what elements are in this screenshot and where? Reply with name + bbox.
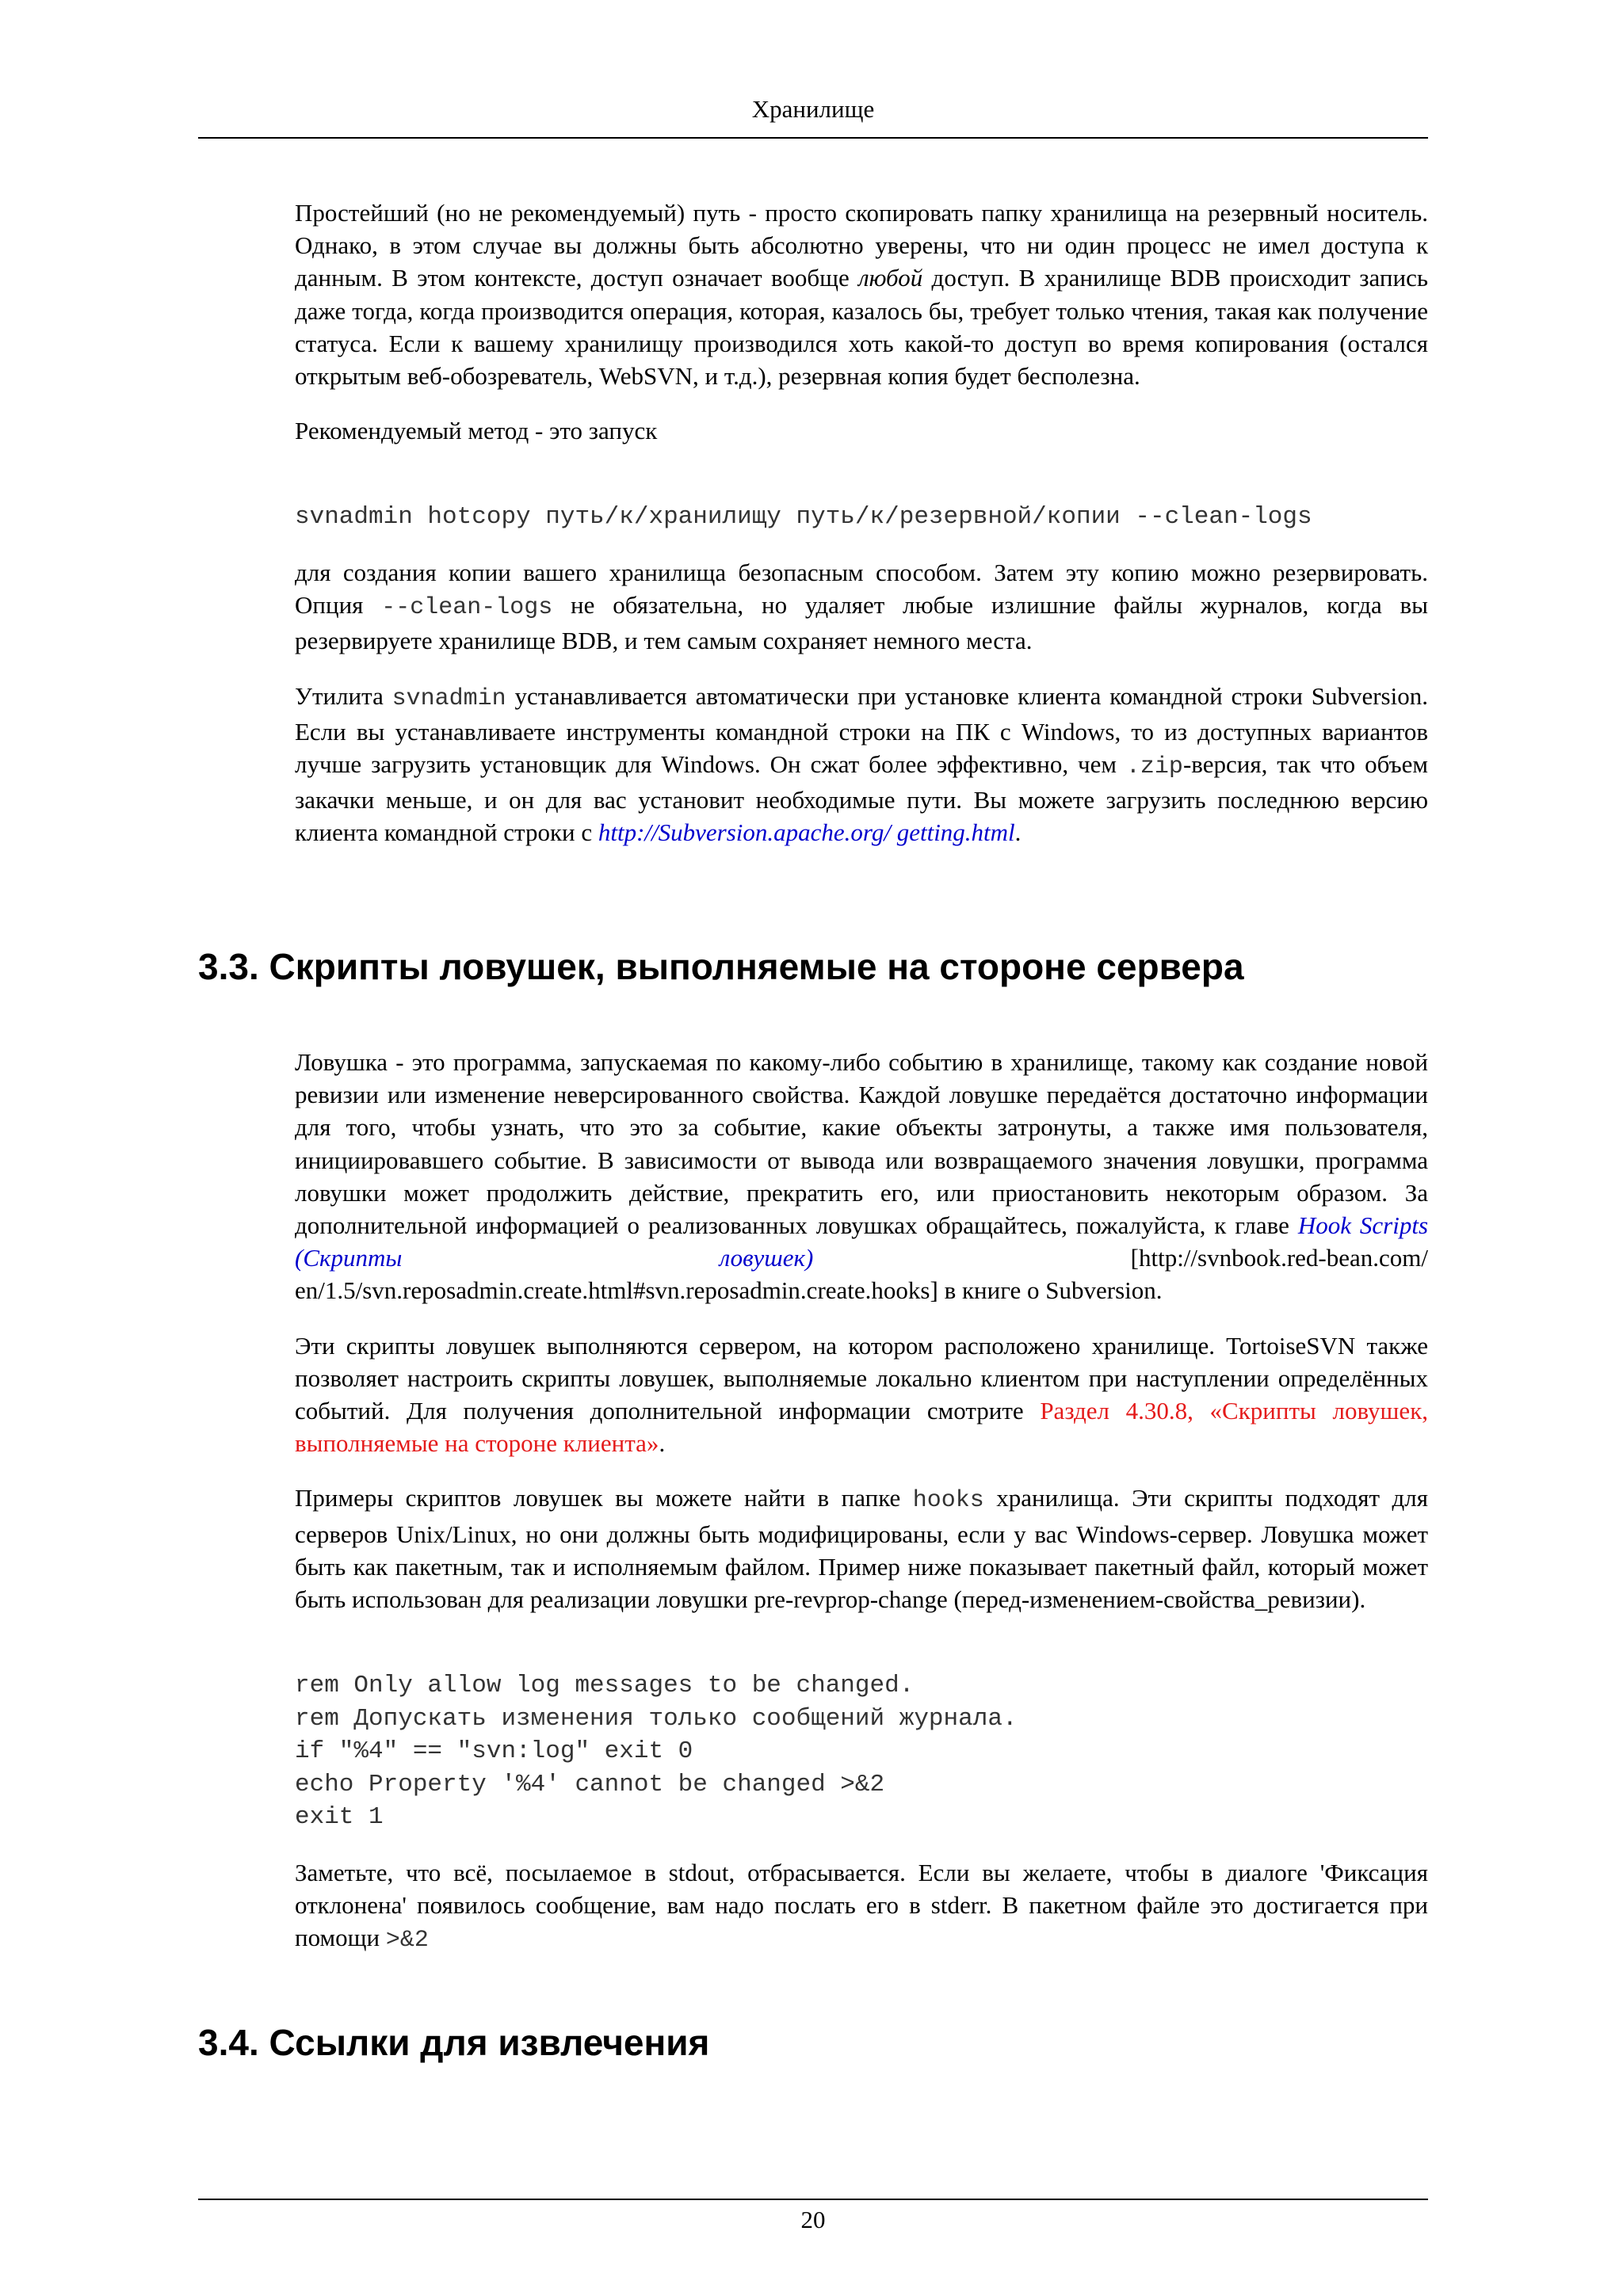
client-hooks-xref-link[interactable]: Раздел 4.30.8, «Скрипты ловушек, выполняемые на стороне клиента» [295,1397,1428,1458]
section-3-4-heading-wrap [198,2020,1466,2065]
text-run: устанавливается автоматически при установке клиента командной строки Subversion. Если вы устанавливаете инструменты командной строки на ПК с Windows, то из доступных вариантов лучше загрузить установщик для Windows. Он сжат более эффективно, чем [295,681,1428,778]
paragraph-recommended: Рекомендуемый метод - это запуск [295,417,658,445]
code-line: exit 1 [295,1803,384,1832]
code-line: rem Only allow log messages to be changed. [295,1672,915,1700]
hotcopy-command: svnadmin hotcopy путь/к/хранилищу путь/к/резервной/копии --clean-logs [295,503,1312,532]
text-run: Простейший (но не рекомендуемый) путь - просто скопировать папку хранилища на резервный носитель. Однако, в этом случае вы должны быть абсолютно уверены, что ни один процесс не имел доступа к данным. В этом контексте, доступ означает вообще [295,199,1428,292]
text-run: хранилища. Эти скрипты подходят для серверов Unix/Linux, но они должны быть модифицированы, если у вас Windows-сервер. Ловушка может быть как пакетным, так и исполняемым файлом. Пример ниже показывает пакетный файл, который может быть использован для реализации ловушки pre-revprop-change (перед-изменением-свойства_ревизии). [295,1484,1428,1614]
paragraph-hook-definition [295,1046,1428,1307]
running-header: Хранилище [751,95,875,123]
text-run: в книге о Subversion. [938,1276,1163,1305]
text-run: для создания копии вашего хранилища безопасным способом. Затем эту копию можно резервировать. Опция [295,558,1428,620]
text-run: Ловушка - это программа, запускаемая по какому-либо событию в хранилище, такому как создание новой ревизии или изменение неверсированного свойства. Каждой ловушке передаётся достаточно информации для того, чтобы узнать, что это за событие, какие объекты затронуты, а также имя пользователя, инициировавшего событие. В зависимости от вывода или возвращаемого значения ловушки, программа ловушки может продолжить действие, прекратить его, или приостановить некоторым образом. За дополнительной информацией о реализованных ловушках обращайтесь, пожалуйста, к главе [295,1048,1428,1240]
code-line: if "%4" == "svn:log" exit 0 [295,1737,693,1766]
code-line: rem Допускать изменения только сообщений журнала. [295,1704,1018,1733]
code-redirect: >&2 [385,1927,429,1955]
paragraph-stderr-note [295,1856,1428,1958]
header-rule [198,137,1428,139]
backup-section [295,196,1428,849]
section-3-3-heading: 3.3. Скрипты ловушек, выполняемые на стороне сервера [198,946,1244,987]
link-part[interactable]: http://Subversion.apache.org/ [598,818,891,847]
code-line: echo Property '%4' cannot be changed >&2 [295,1770,885,1798]
section-3-4-heading: 3.4. Ссылки для извлечения [198,2022,710,2063]
link-part[interactable]: getting.html [896,818,1015,847]
text-run: Утилита [295,681,392,710]
text-run: Примеры скриптов ловушек вы можете найти в папке [295,1484,913,1512]
code-zip: .zip [1125,753,1183,780]
svnbook-url-cont: en/1.5/svn.reposadmin.create.html#svn.reposadmin.create.hooks] [295,1276,938,1305]
text-run: доступ. В хранилище BDB происходит запись даже тогда, когда производится операция, которая, казалось бы, требует только чтения, такая как получение статуса. Если к вашему хранилищу производился хоть какой-то доступ во время копирования (остался открытым веб-обозреватель, WebSVN, и т.д.), резервная копия будет бесполезна. [295,264,1428,391]
emphasis-any: любой [858,264,923,292]
footer-rule [198,2199,1428,2200]
section-3-3-heading-wrap [198,944,1466,989]
paragraph-svnadmin [295,680,1428,849]
option-clean-logs: --clean-logs [381,594,553,622]
text-run: Заметьте, что всё, посылаемое в stdout, отбрасывается. Если вы желаете, чтобы в диалоге 'Фиксация отклонена' появилось сообщение, вам надо послать его в stderr. В пакетном файле это достигается при помощи [295,1858,1428,1952]
svnbook-url: [http://svnbook.red-bean.com/ [1130,1244,1429,1272]
code-svnadmin: svnadmin [391,685,506,712]
hook-scripts-link[interactable]: Hook Scripts (Скрипты ловушек) [295,1211,1429,1272]
paragraph-server-hooks [295,1329,1428,1460]
text-run: . [659,1429,666,1458]
code-hooks-folder: hooks [912,1487,984,1515]
page-number: 20 [800,2206,826,2233]
text-run: . [1014,818,1022,847]
text-run: не обязательна, но удаляет любые излишние файлы журналов, когда вы резервируете хранилище BDB, и тем самым сохраняет немного места. [295,591,1428,655]
text-run: -версия, так что объем закачки меньше, и он для вас установит необходимые пути. Вы можете загрузить последнюю версию клиента командной строки с [295,749,1428,847]
hook-code-block [295,1669,1428,1834]
paragraph-simple-copy [295,196,1428,392]
subversion-download-link[interactable] [598,818,1015,846]
paragraph-hook-examples [295,1482,1428,1615]
paragraph-hotcopy-explain [295,556,1428,658]
text-run: Эти скрипты ловушек выполняются сервером, на котором расположено хранилище. TortoiseSVN также позволяет настроить скрипты ловушек, выполняемые локально клиентом при наступлении определённых событий. Для получения дополнительной информации смотрите [295,1331,1428,1425]
hooks-section [295,1046,1428,1957]
